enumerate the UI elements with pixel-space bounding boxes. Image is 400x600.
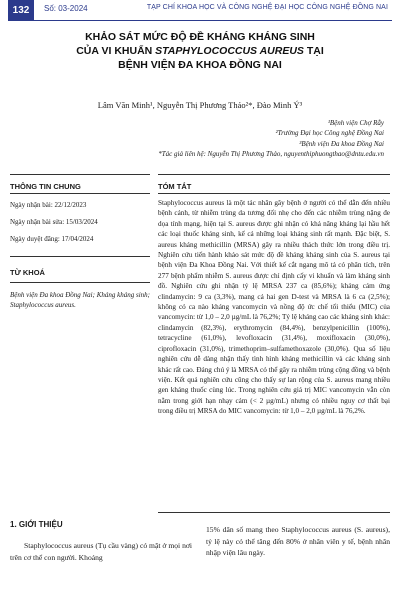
page-number: 132 — [8, 0, 34, 20]
abstract-text: Staphylococcus aureus là một tác nhân gây bệnh ở người có thể dẫn đến nhiều bệnh cảnh, từ nhiễm trùng da tương đối nhẹ cho đến các nhiễm trùng nặng đe dọa tính mạng, hiện tại S. aureus được ghi nhận có khả năng kháng lại hầu hết các loại thuốc kháng sinh, kể cả những loại kháng sinh rất mạnh. Đặc biệt, S. aureus kháng methicillin (MRSA) gây ra nhiều thách thức lớn trong điều trị. Nghiên cứu tiến hành khảo sát mức độ đề kháng kháng sinh của S. aureus tại bệnh viện Đa Khoa Đồng Nai. Với thiết kế cắt ngang mô tả có phân tích, trên 277 bệnh phẩm nhiễm S. aureus được chỉ định cấy vi khuẩn và làm kháng sinh đồ. Nghiên cứu ghi nhận tỷ lệ MRSA 237 ca (85,6%); kháng cảm ứng clindamycin: 9 ca (3,3%), mang cả hai gen D-test và MRSA là 6 ca (2,5%); không có ca nào kháng vancomycin và nồng độ ức chế tối thiểu (MIC) của vancomycin: từ 1,0 – 2,0 µg/mL là 76,2%; Tỷ lệ kháng cao các kháng sinh khác: clindamycin (82,3%), erythromycin (84,4%), benzylpenicillin (100%), tetracycline (61,0%), levofloxacin (31,4%), moxifloxacin (30,0%), ciprofloxacin (31,0%), trimethoprim–sulfamethoxazole (30,0%). Qua số liệu nghiên cứu dễ dàng nhận thấy tình hình kháng methicillin và các kháng sinh khác rất cao. Đáng chú ý là MRSA có thể gây ra nhiễm trùng cộng đồng và bệnh viện. Kết quả nghiên cứu cũng cho thấy sự lan rộng của S. aureus mang nhiều gen kháng thuốc cùng lúc. Trong nghiên cứu giá trị MIC vancomycin vẫn còn nằm trong giới hạn nhạy cảm (< 2 µg/mL) nhưng có nhiều nguy cơ thất bại trong điều trị MRSA do MIC vancomycin: từ 1,0 – 2,0 µg/mL là 76,2%. — [158, 199, 390, 416]
intro-heading: 1. GIỚI THIỆU — [10, 520, 63, 529]
received-date: Ngày nhận bài: 22/12/2023 — [10, 201, 87, 209]
affiliations — [158, 118, 384, 159]
abstract-top-rule — [158, 174, 390, 175]
page-header — [0, 0, 400, 22]
intro-left-paragraph: Staphylococcus aureus (Tụ cầu vàng) có mặt ở mọi nơi trên cơ thể con người. Khoảng — [10, 541, 192, 562]
abstract-heading: TÓM TẮT — [158, 182, 192, 191]
issue-number: Số: 03-2024 — [44, 4, 88, 13]
title-line-3: BỆNH VIỆN ĐA KHOA ĐỒNG NAI — [118, 59, 282, 71]
keywords-heading: TỪ KHOÁ — [10, 268, 45, 277]
header-divider — [8, 20, 392, 21]
affiliation-2: ²Trường Đại học Công nghệ Đồng Nai — [275, 129, 384, 138]
article-title — [20, 30, 380, 72]
info-heading: THÔNG TIN CHUNG — [10, 182, 81, 191]
info-top-rule — [10, 174, 150, 175]
info-heading-rule — [10, 193, 150, 194]
intro-right-paragraph: 15% dân số mang theo Staphylococcus aureus (S. aureus), tỷ lệ này có thể tăng đến 80% ở nhân viên y tế, bệnh nhân nhập viện lâu ngày. — [206, 525, 390, 557]
affiliation-1: ¹Bệnh viện Chợ Rẫy — [327, 119, 384, 127]
keywords-heading-rule — [10, 282, 150, 283]
abstract-heading-rule — [158, 193, 390, 194]
affiliation-3: ³Bệnh viện Đa khoa Đồng Nai — [299, 139, 384, 148]
title-line-2: CỦA VI KHUẨN STAPHYLOCOCCUS AUREUS TẠI — [76, 45, 324, 57]
keywords-top-rule — [10, 256, 150, 257]
keywords-text: Bệnh viện Đa khoa Đồng Nai; Kháng kháng sinh; Staphylococcus aureus. — [10, 291, 150, 309]
revised-date: Ngày nhận bài sửa: 15/03/2024 — [10, 218, 98, 226]
abstract-bottom-rule — [158, 512, 390, 513]
title-line-1: KHẢO SÁT MỨC ĐỘ ĐỀ KHÁNG KHÁNG SINH — [85, 31, 315, 43]
accepted-date: Ngày duyệt đăng: 17/04/2024 — [10, 235, 94, 243]
author-list: Lâm Văn Minh¹, Nguyễn Thị Phương Thảo²*, Đào Minh Ý³ — [97, 100, 303, 110]
corresponding-author: *Tác giả liên hệ: Nguyễn Thị Phương Thảo, nguyenthiphuongthao@dntu.edu.vn — [158, 149, 384, 158]
journal-name: TẠP CHÍ KHOA HỌC VÀ CÔNG NGHỆ ĐẠI HỌC CÔNG NGHỆ ĐỒNG NAI — [146, 4, 388, 11]
